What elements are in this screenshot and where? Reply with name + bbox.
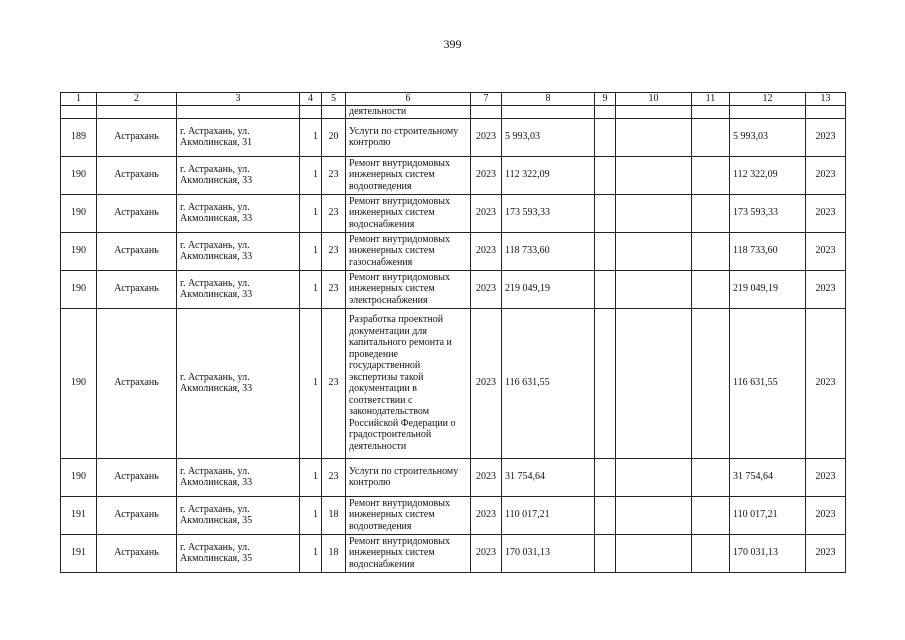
cont-cell-12 [730, 106, 806, 119]
address-cell: г. Астрахань, ул. Акмолинская, 33 [177, 232, 300, 270]
work-type-cell: Ремонт внутридомовых инженерных систем электроснабжения [346, 270, 471, 308]
table-row [61, 232, 846, 270]
col11-cell [692, 232, 730, 270]
col5-cell: 23 [322, 458, 346, 496]
cont-cell-2 [97, 106, 177, 119]
works-table [60, 92, 846, 573]
col10-cell [616, 194, 692, 232]
col11-cell [692, 156, 730, 194]
col13-cell: 2023 [806, 118, 846, 156]
col4-cell: 1 [300, 156, 322, 194]
year-cell: 2023 [471, 534, 502, 572]
cost-cell: 116 631,55 [502, 308, 595, 458]
cost-cell: 110 017,21 [502, 496, 595, 534]
col5-cell: 23 [322, 156, 346, 194]
work-type-cell: Услуги по строительному контролю [346, 458, 471, 496]
col5-cell: 20 [322, 118, 346, 156]
cost-cell: 31 754,64 [502, 458, 595, 496]
city-cell: Астрахань [97, 534, 177, 572]
col13-cell: 2023 [806, 232, 846, 270]
col11-cell [692, 270, 730, 308]
total-cell: 219 049,19 [730, 270, 806, 308]
col9-cell [595, 458, 616, 496]
year-cell: 2023 [471, 118, 502, 156]
continuation-row [61, 106, 846, 119]
col10-cell [616, 156, 692, 194]
col9-cell [595, 270, 616, 308]
column-header: 8 [502, 93, 595, 106]
total-cell: 116 631,55 [730, 308, 806, 458]
cont-cell-13 [806, 106, 846, 119]
col11-cell [692, 194, 730, 232]
col4-cell: 1 [300, 308, 322, 458]
col13-cell: 2023 [806, 156, 846, 194]
col4-cell: 1 [300, 232, 322, 270]
col13-cell: 2023 [806, 458, 846, 496]
work-type-cell: Ремонт внутридомовых инженерных систем водоотведения [346, 496, 471, 534]
total-cell: 31 754,64 [730, 458, 806, 496]
col9-cell [595, 308, 616, 458]
year-cell: 2023 [471, 194, 502, 232]
column-header: 4 [300, 93, 322, 106]
col11-cell [692, 496, 730, 534]
total-cell: 112 322,09 [730, 156, 806, 194]
address-cell: г. Астрахань, ул. Акмолинская, 35 [177, 534, 300, 572]
table-row [61, 534, 846, 572]
row-number: 190 [61, 308, 97, 458]
col9-cell [595, 194, 616, 232]
cont-cell-9 [595, 106, 616, 119]
row-number: 190 [61, 270, 97, 308]
col10-cell [616, 232, 692, 270]
cont-cell-4 [300, 106, 322, 119]
col10-cell [616, 458, 692, 496]
year-cell: 2023 [471, 232, 502, 270]
col4-cell: 1 [300, 534, 322, 572]
col13-cell: 2023 [806, 270, 846, 308]
col10-cell [616, 534, 692, 572]
city-cell: Астрахань [97, 118, 177, 156]
col13-cell: 2023 [806, 534, 846, 572]
col10-cell [616, 308, 692, 458]
continued-work-text: деятельности [346, 106, 471, 119]
address-cell: г. Астрахань, ул. Акмолинская, 31 [177, 118, 300, 156]
cont-cell-3 [177, 106, 300, 119]
col5-cell: 23 [322, 232, 346, 270]
col4-cell: 1 [300, 458, 322, 496]
table-row [61, 496, 846, 534]
column-header: 1 [61, 93, 97, 106]
work-type-cell: Ремонт внутридомовых инженерных систем газоснабжения [346, 232, 471, 270]
work-type-cell: Разработка проектной документации для капитального ремонта и проведение государственной экспертизы такой документации в соответствии с законодательством Российской Федерации о градостроительной деятельности [346, 308, 471, 458]
cont-cell-1 [61, 106, 97, 119]
col4-cell: 1 [300, 194, 322, 232]
page-number: 399 [443, 37, 462, 51]
city-cell: Астрахань [97, 496, 177, 534]
col10-cell [616, 118, 692, 156]
col5-cell: 18 [322, 496, 346, 534]
cost-cell: 219 049,19 [502, 270, 595, 308]
col9-cell [595, 232, 616, 270]
col5-cell: 23 [322, 270, 346, 308]
column-header: 13 [806, 93, 846, 106]
column-header: 6 [346, 93, 471, 106]
row-number: 190 [61, 458, 97, 496]
col9-cell [595, 534, 616, 572]
cont-cell-5 [322, 106, 346, 119]
cont-cell-8 [502, 106, 595, 119]
city-cell: Астрахань [97, 270, 177, 308]
col11-cell [692, 534, 730, 572]
address-cell: г. Астрахань, ул. Акмолинская, 33 [177, 156, 300, 194]
work-type-cell: Ремонт внутридомовых инженерных систем водоотведения [346, 156, 471, 194]
col13-cell: 2023 [806, 194, 846, 232]
city-cell: Астрахань [97, 308, 177, 458]
total-cell: 173 593,33 [730, 194, 806, 232]
table-row [61, 308, 846, 458]
cont-cell-10 [616, 106, 692, 119]
column-header: 3 [177, 93, 300, 106]
col9-cell [595, 118, 616, 156]
row-number: 191 [61, 534, 97, 572]
row-number: 190 [61, 232, 97, 270]
city-cell: Астрахань [97, 156, 177, 194]
column-header: 9 [595, 93, 616, 106]
cost-cell: 5 993,03 [502, 118, 595, 156]
year-cell: 2023 [471, 156, 502, 194]
table-row [61, 270, 846, 308]
row-number: 191 [61, 496, 97, 534]
work-type-cell: Услуги по строительному контролю [346, 118, 471, 156]
year-cell: 2023 [471, 496, 502, 534]
column-header: 7 [471, 93, 502, 106]
work-type-cell: Ремонт внутридомовых инженерных систем водоснабжения [346, 534, 471, 572]
column-header: 11 [692, 93, 730, 106]
row-number: 190 [61, 194, 97, 232]
table-row [61, 458, 846, 496]
cont-cell-7 [471, 106, 502, 119]
col4-cell: 1 [300, 496, 322, 534]
col5-cell: 23 [322, 308, 346, 458]
col13-cell: 2023 [806, 496, 846, 534]
cost-cell: 170 031,13 [502, 534, 595, 572]
table-row [61, 194, 846, 232]
column-header: 2 [97, 93, 177, 106]
col9-cell [595, 496, 616, 534]
cont-cell-11 [692, 106, 730, 119]
col11-cell [692, 458, 730, 496]
year-cell: 2023 [471, 308, 502, 458]
total-cell: 5 993,03 [730, 118, 806, 156]
city-cell: Астрахань [97, 194, 177, 232]
city-cell: Астрахань [97, 232, 177, 270]
col11-cell [692, 118, 730, 156]
col5-cell: 18 [322, 534, 346, 572]
col4-cell: 1 [300, 270, 322, 308]
column-header: 5 [322, 93, 346, 106]
address-cell: г. Астрахань, ул. Акмолинская, 33 [177, 458, 300, 496]
col5-cell: 23 [322, 194, 346, 232]
row-number: 189 [61, 118, 97, 156]
address-cell: г. Астрахань, ул. Акмолинская, 33 [177, 194, 300, 232]
column-number-row [61, 93, 846, 106]
work-type-cell: Ремонт внутридомовых инженерных систем водоснабжения [346, 194, 471, 232]
total-cell: 170 031,13 [730, 534, 806, 572]
col10-cell [616, 270, 692, 308]
column-header: 10 [616, 93, 692, 106]
row-number: 190 [61, 156, 97, 194]
col9-cell [595, 156, 616, 194]
column-header: 12 [730, 93, 806, 106]
cost-cell: 118 733,60 [502, 232, 595, 270]
address-cell: г. Астрахань, ул. Акмолинская, 33 [177, 270, 300, 308]
year-cell: 2023 [471, 458, 502, 496]
table-row [61, 156, 846, 194]
cost-cell: 112 322,09 [502, 156, 595, 194]
city-cell: Астрахань [97, 458, 177, 496]
col11-cell [692, 308, 730, 458]
table-row [61, 118, 846, 156]
address-cell: г. Астрахань, ул. Акмолинская, 33 [177, 308, 300, 458]
address-cell: г. Астрахань, ул. Акмолинская, 35 [177, 496, 300, 534]
year-cell: 2023 [471, 270, 502, 308]
cost-cell: 173 593,33 [502, 194, 595, 232]
col10-cell [616, 496, 692, 534]
total-cell: 118 733,60 [730, 232, 806, 270]
col13-cell: 2023 [806, 308, 846, 458]
col4-cell: 1 [300, 118, 322, 156]
total-cell: 110 017,21 [730, 496, 806, 534]
